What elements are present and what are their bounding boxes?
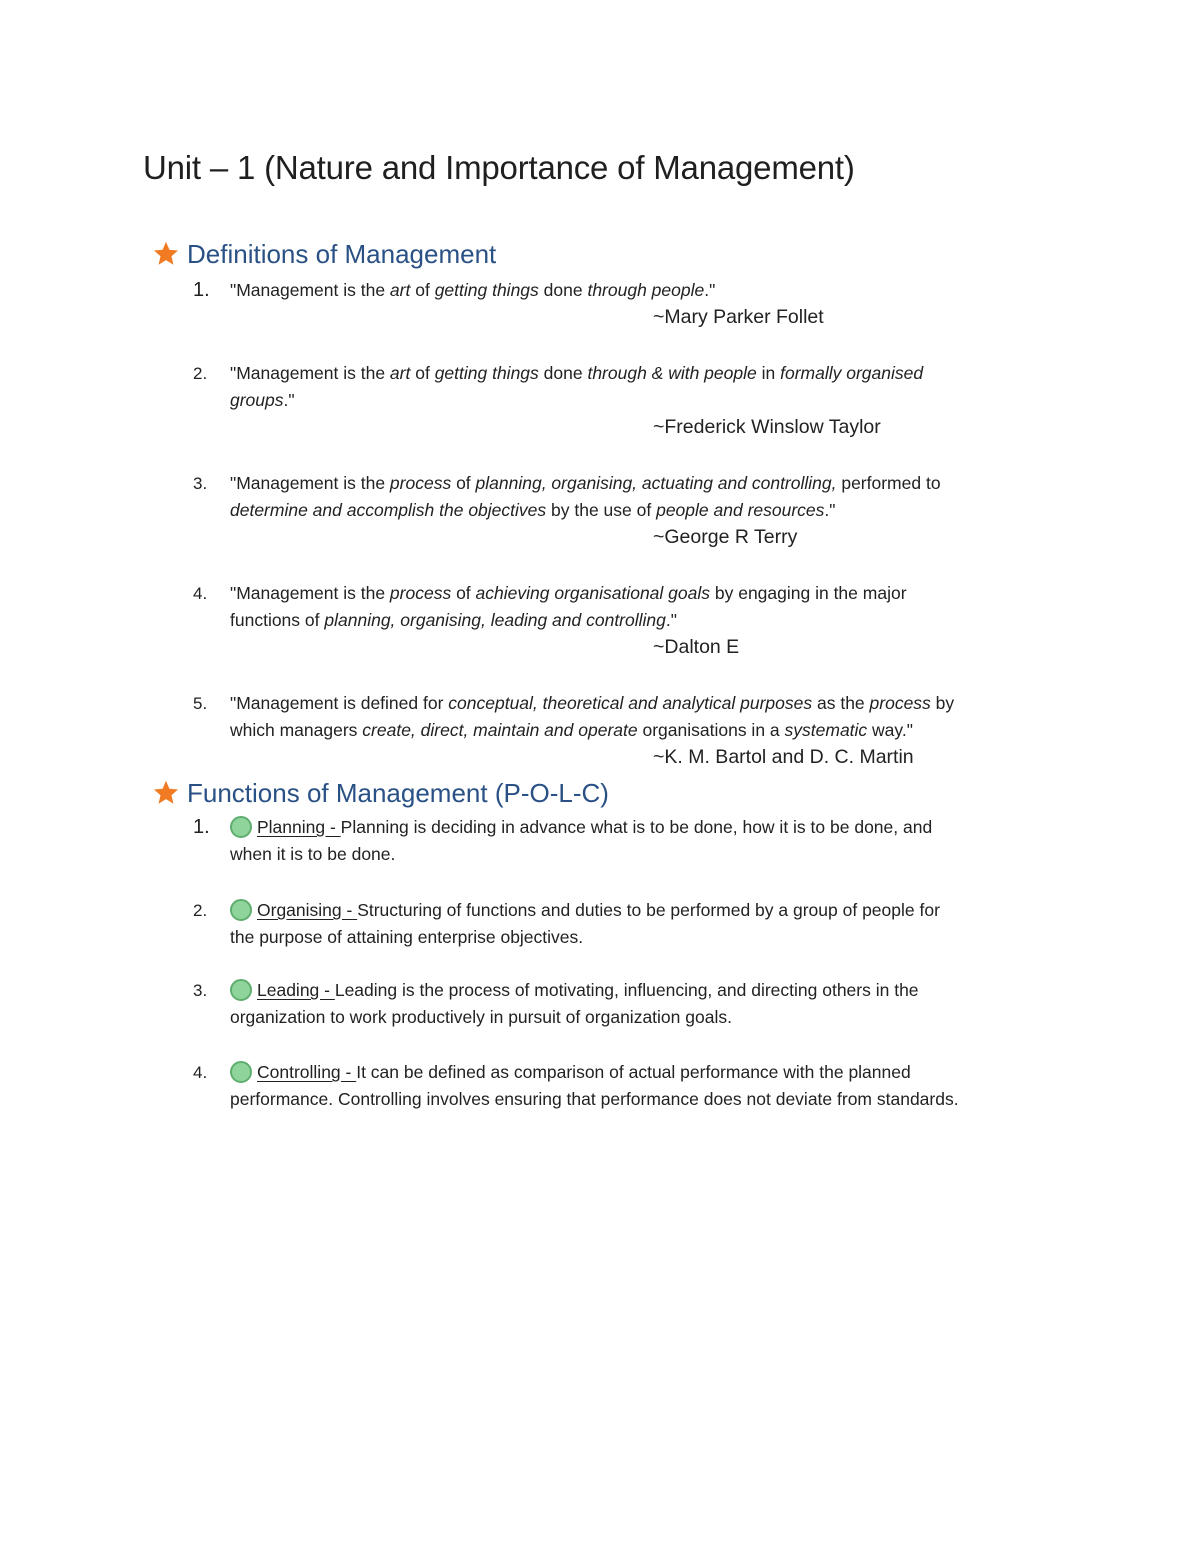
definition-author: ~Dalton E	[653, 636, 740, 658]
star-icon	[152, 779, 180, 807]
definition-item	[230, 360, 1070, 414]
function-line	[230, 814, 1070, 841]
definition-number: 5.	[193, 694, 208, 713]
function-line: performance. Controlling involves ensuring that performance does not deviate from standards.	[230, 1089, 959, 1109]
definition-author: ~George R Terry	[653, 526, 798, 548]
function-description: Leading is the process of motivating, influencing, and directing others in the	[334, 980, 919, 1000]
definition-line	[230, 717, 1070, 744]
function-description: Structuring of functions and duties to be performed by a group of people for	[357, 900, 940, 920]
text-run-italic: conceptual, theoretical and analytical purposes	[448, 693, 813, 713]
function-line	[230, 897, 1070, 924]
definitions-heading	[152, 234, 496, 274]
functions-heading-text: Functions of Management (P-O-L-C)	[187, 777, 609, 808]
text-run: ."	[665, 610, 677, 630]
text-run-italic: through people	[587, 280, 705, 300]
text-run: done	[538, 280, 588, 300]
definition-item	[230, 277, 1070, 304]
green-circle-icon	[230, 1061, 252, 1083]
definition-item	[230, 690, 1070, 744]
functions-heading	[152, 773, 609, 813]
function-description: It can be defined as comparison of actual performance with the planned	[356, 1062, 911, 1082]
text-run-italic: art	[389, 363, 411, 383]
text-run-italic: getting things	[434, 363, 539, 383]
function-number: 4.	[193, 1063, 208, 1082]
text-run-italic: systematic	[784, 720, 868, 740]
text-run: "Management is the	[230, 280, 390, 300]
text-run-italic: formally organised	[780, 363, 924, 383]
function-line: when it is to be done.	[230, 844, 396, 864]
definition-author: ~K. M. Bartol and D. C. Martin	[653, 746, 914, 768]
function-number: 2.	[193, 901, 208, 920]
text-run: ."	[824, 500, 836, 520]
text-run: done	[538, 363, 588, 383]
green-circle-icon	[230, 899, 252, 921]
text-run: which managers	[230, 720, 363, 740]
text-run-italic: getting things	[434, 280, 539, 300]
function-term: Controlling -	[257, 1062, 357, 1082]
definition-line	[230, 387, 1070, 414]
definition-line	[230, 580, 1070, 607]
function-term: Organising -	[257, 900, 358, 920]
definition-author: ~Frederick Winslow Taylor	[653, 416, 881, 438]
definition-author: ~Mary Parker Follet	[653, 306, 824, 328]
text-run: "Management is the	[230, 583, 390, 603]
function-description: Planning is deciding in advance what is to be done, how it is to be done, and	[340, 817, 933, 837]
definition-line	[230, 607, 1070, 634]
definition-number: 3.	[193, 474, 208, 493]
definition-line	[230, 690, 1070, 717]
function-number: 3.	[193, 981, 208, 1000]
star-icon	[152, 240, 180, 268]
function-item	[230, 1059, 1070, 1113]
definition-line	[230, 360, 1070, 387]
text-run-italic: achieving organisational goals	[475, 583, 710, 603]
text-run-italic: through & with people	[587, 363, 757, 383]
green-circle-icon	[230, 979, 252, 1001]
text-run: of	[451, 583, 476, 603]
text-run: by the use of	[546, 500, 657, 520]
text-run-italic: determine and accomplish the objectives	[230, 500, 547, 520]
text-run: of	[410, 280, 435, 300]
text-run: of	[451, 473, 476, 493]
text-run: organisations in a	[637, 720, 785, 740]
function-term: Planning -	[257, 817, 341, 837]
definition-item	[230, 470, 1070, 524]
function-term: Leading -	[257, 980, 335, 1000]
text-run: by	[930, 693, 955, 713]
text-run: functions of	[230, 610, 325, 630]
function-item	[230, 977, 1070, 1031]
function-item	[230, 814, 1070, 868]
text-run-italic: process	[869, 693, 931, 713]
function-line: organization to work productively in pursuit of organization goals.	[230, 1007, 732, 1027]
text-run: as the	[812, 693, 870, 713]
page-title: Unit – 1 (Nature and Importance of Management)	[143, 149, 855, 186]
text-run-italic: planning, organising, actuating and controlling,	[475, 473, 837, 493]
definition-line	[230, 277, 1070, 304]
text-run: ."	[704, 280, 716, 300]
definition-number: 2.	[193, 364, 208, 383]
definition-line	[230, 497, 1070, 524]
function-line	[230, 977, 1070, 1004]
definitions-heading-text: Definitions of Management	[187, 238, 497, 269]
function-number: 1.	[193, 816, 210, 838]
text-run: ."	[283, 390, 295, 410]
function-item	[230, 897, 1070, 951]
text-run-italic: art	[389, 280, 411, 300]
function-line: the purpose of attaining enterprise objectives.	[230, 927, 584, 947]
text-run: performed to	[836, 473, 941, 493]
definition-number: 1.	[193, 279, 210, 301]
function-line	[230, 1059, 1070, 1086]
text-run: "Management is the	[230, 473, 390, 493]
text-run: of	[410, 363, 435, 383]
green-circle-icon	[230, 816, 252, 838]
text-run: in	[756, 363, 781, 383]
definition-item	[230, 580, 1070, 634]
text-run-italic: groups	[230, 390, 284, 410]
text-run-italic: planning, organising, leading and controlling	[324, 610, 666, 630]
text-run: "Management is the	[230, 363, 390, 383]
definition-line	[230, 470, 1070, 497]
definition-number: 4.	[193, 584, 208, 603]
text-run: "Management is defined for	[230, 693, 449, 713]
text-run-italic: process	[389, 583, 452, 603]
text-run: way."	[867, 720, 913, 740]
text-run-italic: process	[389, 473, 452, 493]
text-run-italic: create, direct, maintain and operate	[362, 720, 638, 740]
text-run-italic: people and resources	[656, 500, 825, 520]
text-run: by engaging in the major	[710, 583, 907, 603]
